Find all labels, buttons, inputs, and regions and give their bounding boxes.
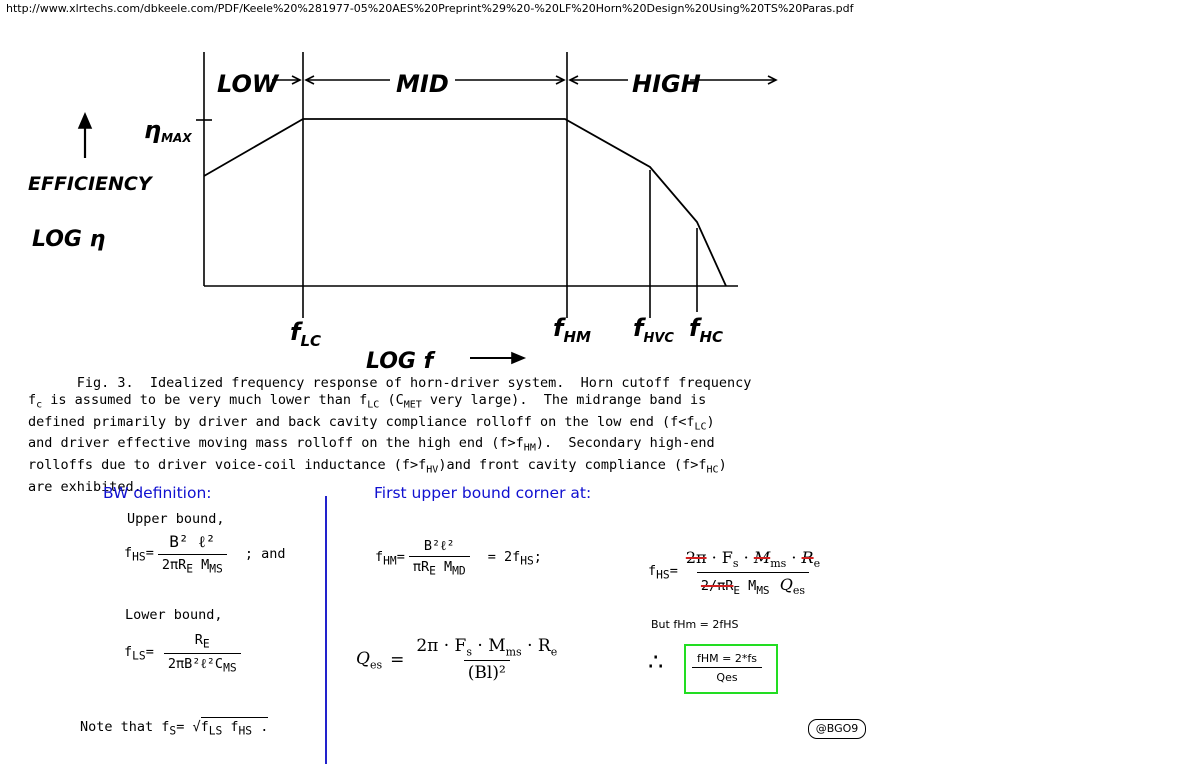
therefore-symbol: ∴ (648, 648, 664, 676)
log-f-label: LOG f (366, 349, 434, 374)
bw-definition-heading: BW definition: (103, 484, 212, 502)
panel-divider (325, 496, 327, 764)
fhvc-label: $f_{HVC}$ (633, 314, 674, 346)
region-mid: MID (396, 70, 449, 98)
but-note: But fHm = 2fHS (651, 618, 739, 631)
log-eta-label: LOG η (32, 227, 106, 252)
frequency-response-graph (0, 0, 1180, 380)
source-url: http://www.xlrtechs.com/dbkeele.com/PDF/Keele%20%281977-05%20AES%20Preprint%29%20-%20LF%20Horn%20Design%20Using%20TS%20Paras.pdf (6, 2, 854, 15)
flc-label: $f_{LC}$ (290, 318, 322, 350)
note-equation: Note that $f_S= √f_{LS}$ $f_{HS}$ . (80, 719, 269, 738)
fhs-equation: $f_{HS}=$ $\frac{\text{B² ℓ²}}{2\pi R_E M_{MS}}$ ; and (124, 532, 286, 576)
fhs-derivation: $f_{HS}=$ $\frac{2\pi \cdot F_s \cdot M_{ms} \cdot R_e}{2/\pi R_E M_{MS} Q_{es}}$ (648, 548, 821, 598)
fhc-label: $f_{HC}$ (689, 314, 724, 346)
author-badge: @BGO9 (808, 719, 866, 739)
fls-equation: $f_{LS}=$ $\frac{R_E}{2\pi B^2\ell^2C_{MS}}$ (124, 632, 241, 674)
lower-bound-label: Lower bound, (125, 607, 223, 623)
upper-corner-heading: First upper bound corner at: (374, 484, 592, 502)
region-high: HIGH (632, 70, 701, 98)
upper-bound-label: Upper bound, (127, 511, 225, 527)
response-curve (204, 119, 726, 286)
fhm-equation: $f_{HM}=$ $\frac{\text{B²ℓ²}}{\pi R_E M_{MD}}$ = $2f_{HS}$; (375, 538, 542, 578)
eta-max-label: ηMAX (144, 116, 192, 145)
efficiency-label: EFFICIENCY (28, 173, 152, 195)
result-equation: fHM = 2*fs Qes (692, 652, 762, 684)
region-low: LOW (217, 70, 279, 98)
qes-equation: $Q_{es}$ = $\frac{2\pi \cdot F_s \cdot M_{ms} \cdot R_e}{\text{(Bl)²}}$ (356, 636, 558, 684)
figure-caption: Fig. 3. Idealized frequency response of horn-driver system. Horn cutoff frequency $f_c$ is assumed to be very much lower than $f_{LC}$ ($C_{MET}$ very large). The midrange band is defined primarily by driver and back cavity compliance rolloff on the low end $(f<f_{LC})$ and driver effective moving mass rolloff on the high end $(f>f_{HM})$. Secondary high-end rolloffs due to driver voice-coil inductance $(f>f_{HV})and$ front cavity compliance $(f>f_{HC})$ are exhibited. (28, 375, 752, 495)
fhm-label: $f_{HM}$ (553, 314, 591, 346)
